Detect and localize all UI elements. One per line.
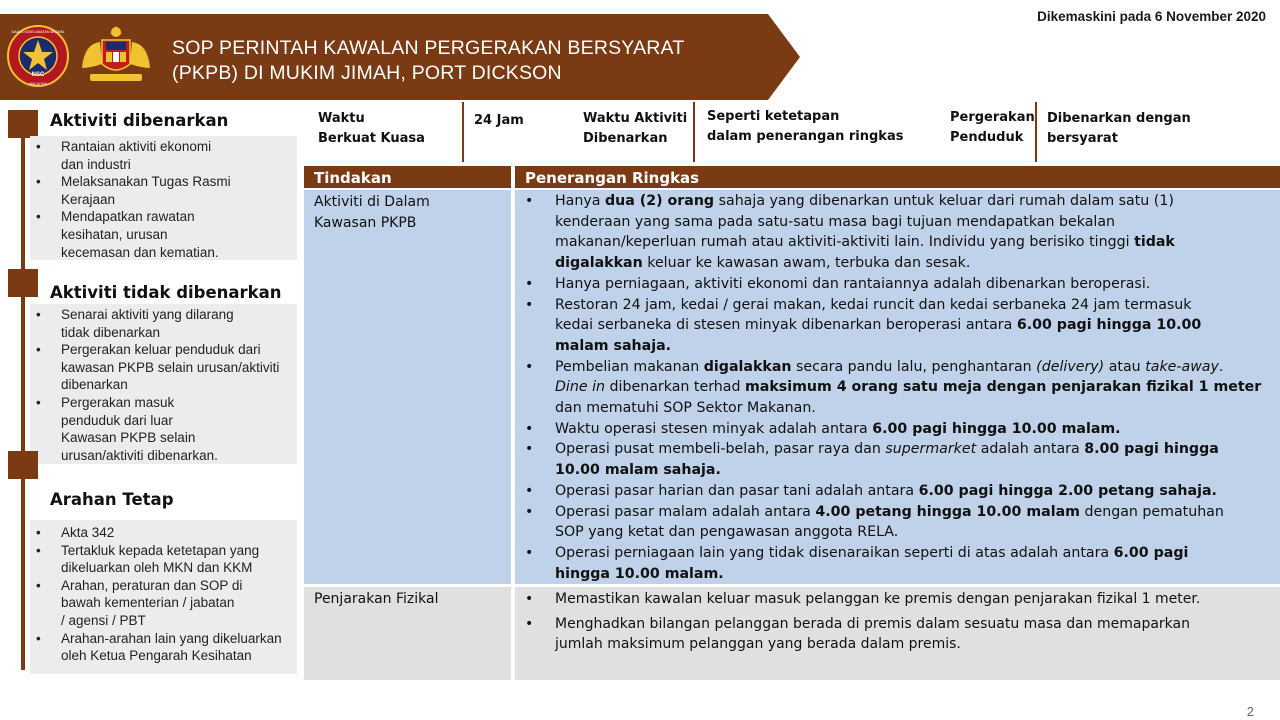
table-row-2-action: Penjarakan Fizikal (304, 587, 511, 680)
list-item: • Akta 342 (34, 524, 293, 542)
list-item: • Waktu operasi stesen minyak adalah antara 6.00 pagi hingga 10.00 malam. (515, 419, 1280, 440)
section-heading-allowed: Aktiviti dibenarkan (50, 111, 229, 130)
table-row-1-description (515, 190, 1280, 584)
nsc-logo-ring-text: MAJLIS KESELAMATAN NEGARA (11, 30, 65, 34)
info-aktiviti-label: Waktu Aktiviti Dibenarkan (583, 111, 688, 146)
nsc-logo (6, 24, 70, 88)
updated-date: Dikemaskini pada 6 November 2020 (1037, 9, 1266, 24)
section-marker (8, 451, 38, 479)
table-header-tindakan: Tindakan (304, 166, 511, 188)
section-heading-standing-orders: Arahan Tetap (50, 490, 174, 509)
info-divider (462, 102, 464, 162)
list-item: • Rantaian aktiviti ekonomi dan industri (34, 138, 293, 173)
page-number: 2 (1246, 704, 1254, 719)
info-waktu-label: Waktu Berkuat Kuasa (318, 111, 425, 146)
page-title-line-1: SOP PERINTAH KAWALAN PERGERAKAN BERSYARAT (172, 37, 685, 59)
list-item: • Arahan, peraturan dan SOP di bawah kementerian / jabatan / agensi / PBT (34, 577, 293, 630)
list-item: • Pembelian makanan digalakkan secara pandu lalu, penghantaran (delivery) atau take-away. Dine in dibenarkan terhad maksimum 4 orang satu meja dengan penjarakan fizikal 1 meter dan mematuhi SOP Sektor Makanan. (515, 357, 1280, 419)
info-divider (1035, 102, 1037, 162)
list-item: • Menghadkan bilangan pelanggan berada di premis dalam sesuatu masa dan memaparkan jumlah maksimum pelanggan yang berada dalam premis. (515, 614, 1280, 655)
allowed-activities-box (30, 136, 297, 260)
list-item: • Tertakluk kepada ketetapan yang dikeluarkan oleh MKN dan KKM (34, 542, 293, 577)
section-marker (8, 269, 38, 297)
list-item: • Operasi perniagaan lain yang tidak disenaraikan seperti di atas adalah antara 6.00 pagi hingga 10.00 malam. (515, 543, 1280, 584)
header-banner (0, 14, 800, 100)
info-divider (693, 102, 695, 162)
not-allowed-activities-box (30, 304, 297, 464)
list-item: • Pergerakan masuk penduduk dari luar Kawasan PKPB selain urusan/aktiviti dibenarkan. (34, 394, 293, 464)
list-item: • Hanya dua (2) orang sahaja yang dibenarkan untuk keluar dari rumah dalam satu (1) kenderaan yang sama pada satu-satu masa bagi tujuan mendapatkan bekalan makanan/keperluan rumah atau aktiviti-aktiviti lain. Individu yang berisiko tinggi tidak digalakkan keluar ke kawasan awam, terbuka dan sesak. (515, 191, 1280, 274)
info-pergerakan-label: Pergerakan Penduduk (950, 110, 1035, 145)
list-item: • Mendapatkan rawatan kesihatan, urusan kecemasan dan kematian. (34, 208, 293, 261)
table-row-1-action: Aktiviti di Dalam Kawasan PKPB (304, 190, 511, 584)
list-item: • Restoran 24 jam, kedai / gerai makan, kedai runcit dan kedai serbaneka 24 jam termasuk kedai serbaneka di stesen minyak dibenarkan beroperasi antara 6.00 pagi hingga 10.00 malam sahaja. (515, 295, 1280, 357)
list-item: • Hanya perniagaan, aktiviti ekonomi dan rantaiannya adalah dibenarkan beroperasi. (515, 274, 1280, 295)
list-item: • Operasi pusat membeli-belah, pasar raya dan supermarket adalah antara 8.00 pagi hingga 10.00 malam sahaja. (515, 439, 1280, 480)
list-item: • Operasi pasar harian dan pasar tani adalah antara 6.00 pagi hingga 2.00 petang sahaja. (515, 481, 1280, 502)
section-marker (8, 110, 38, 138)
info-pergerakan-value: Dibenarkan dengan bersyarat (1047, 111, 1191, 146)
info-waktu-value: 24 Jam (474, 113, 524, 128)
list-item: • Arahan-arahan lain yang dikeluarkan oleh Ketua Pengarah Kesihatan (34, 630, 293, 665)
list-item: • Memastikan kawalan keluar masuk pelanggan ke premis dengan penjarakan fizikal 1 meter. (515, 589, 1280, 610)
list-item: • Pergerakan keluar penduduk dari kawasan PKPB selain urusan/aktiviti dibenarkan (34, 341, 293, 394)
section-heading-not-allowed: Aktiviti tidak dibenarkan (50, 283, 282, 302)
page-title (172, 36, 684, 86)
table-row-2-description (515, 587, 1280, 680)
standing-orders-box (30, 520, 297, 674)
list-item: • Operasi pasar malam adalah antara 4.00 petang hingga 10.00 malam dengan pematuhan SOP yang ketat dan pengawasan anggota RELA. (515, 502, 1280, 543)
list-item: • Melaksanakan Tugas Rasmi Kerajaan (34, 173, 293, 208)
sidebar-vertical-bar (21, 110, 25, 670)
coat-of-arms-logo (72, 24, 160, 88)
nsc-logo-text: NSC (31, 72, 45, 78)
table-header-penerangan: Penerangan Ringkas (515, 166, 1280, 188)
info-aktiviti-value: Seperti ketetapan dalam penerangan ringkas (707, 109, 904, 144)
page-title-line-2: (PKPB) DI MUKIM JIMAH, PORT DICKSON (172, 62, 562, 84)
list-item: • Senarai aktiviti yang dilarang tidak dibenarkan (34, 306, 293, 341)
nsc-logo-bottom-text: MALAYSIA (29, 82, 47, 86)
